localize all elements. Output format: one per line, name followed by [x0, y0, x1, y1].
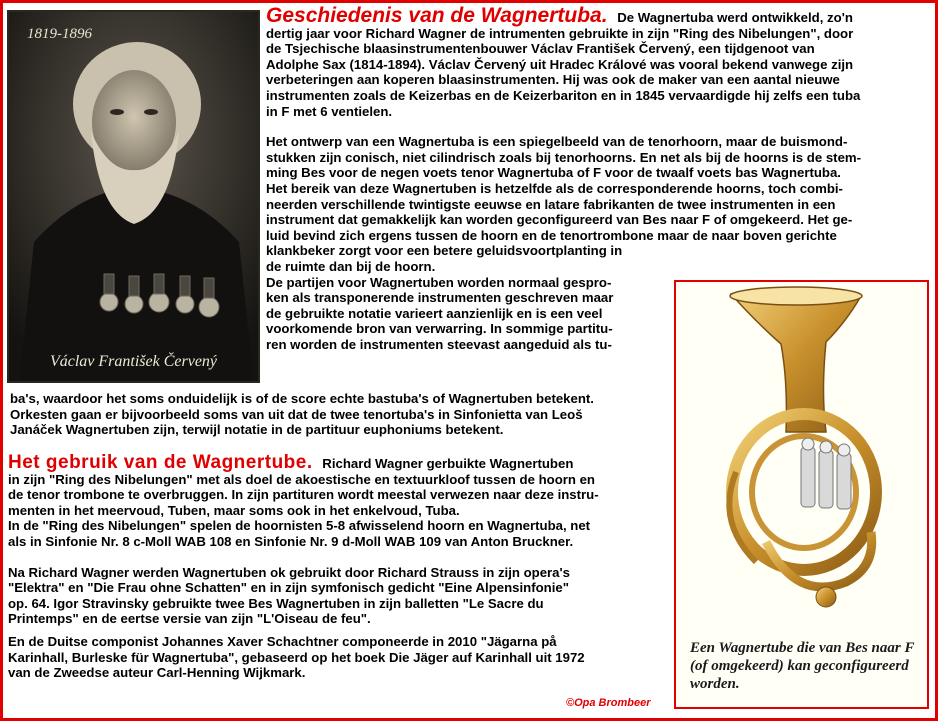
section2-heading: Het gebruik van de Wagnertube.	[8, 452, 313, 473]
section1-heading: Geschiedenis van de Wagnertuba.	[266, 4, 608, 27]
portrait-name: Václav František Červený	[49, 353, 218, 370]
section1-line: stukken zijn conisch, niet cilindrisch zoals bij tenorhoorns. En net als bij de hoorns is de stem-	[266, 149, 862, 165]
portrait-years: 1819-1896	[27, 26, 92, 42]
section2-first-line	[8, 452, 673, 473]
section2-line: menten in het meervoud, Tuben, maar soms ook in het enkelvoud, Tuba.	[8, 502, 460, 518]
section2-line: Na Richard Wagner werden Wagnertuben ok gebruikt door Richard Strauss in zijn opera's	[8, 564, 570, 580]
section2-line: Richard Wagner gerbuikte Wagnertuben	[322, 456, 574, 471]
section1-line: verbeteringen aan koperen blaasinstrumenten. Hij was ook de maker van een aantal nieuwe	[266, 72, 840, 88]
section1-line: ming Bes voor de negen voets tenor Wagnertuba of F voor de twaalf voets bas Wagnertuba.	[266, 165, 841, 181]
section1-line: ren worden de instrumenten steevast aangeduid als tu-	[266, 336, 612, 352]
section1-line: dertig jaar voor Richard Wagner de intrumenten gebruikte in zijn "Ring des Nibelungen", door	[266, 25, 854, 41]
section2-line: als in Sinfonie Nr. 8 c-Moll WAB 108 en Sinfonie Nr. 9 d-Moll WAB 109 van Anton Bruckner.	[8, 533, 574, 549]
section2-line: de tenor trombone te overbruggen. In zijn partituren wordt meestal verwezen naar deze instru-	[8, 487, 599, 503]
section2-line: En de Duitse componist Johannes Xaver Schachtner componeerde in 2010 "Jägarna på	[8, 633, 557, 649]
section1-line: instrumenten zoals de Keizerbas en de Keizerbariton en in 1845 vervaardigde hij zelfs een tuba	[266, 87, 861, 103]
section2-line: op. 64. Igor Stravinsky gebruikte twee Bes Wagnertuben in zijn balletten "Le Sacre du	[8, 595, 544, 611]
section1-line: Het bereik van deze Wagnertuben is hetzelfde als de corresponderende hoorns, toch combi-	[266, 180, 843, 196]
section1-line: neerden verschillende twintigste eeuwse en latare fabrikanten de twee instrumenten in een	[266, 196, 836, 212]
section2-line: In de "Ring des Nibelungen" spelen de hoornisten 5-8 afwisselend hoorn en Wagnertuba, net	[8, 518, 591, 534]
section1-line: instrument dat gemakkelijk kan worden geconfigureerd van Bes naar F of omgekeerd. Het ge-	[266, 212, 853, 228]
section1-line: De partijen voor Wagnertuben worden normaal gespro-	[266, 274, 612, 290]
section1-line: voorkomende bron van verwarring. In sommige partitu-	[266, 321, 613, 337]
section1-line: luid bevind zich ergens tussen de hoorn en de tenortrombone maar de naar boven gerichte	[266, 227, 837, 243]
tuba-photo-box	[674, 280, 929, 709]
section1-line: Het ontwerp van een Wagnertuba is een spiegelbeeld van de tenorhoorn, maar de buismond-	[266, 134, 848, 150]
portrait-photo	[7, 10, 260, 383]
section1-line: in F met 6 ventielen.	[266, 103, 393, 119]
tuba-caption: Een Wagnertube die van Bes naar F (of omgekeerd) kan geconfigureerd worden.	[690, 640, 915, 692]
wagnertuba-image	[676, 282, 927, 632]
section1-line: ba's, waardoor het soms onduidelijk is of de score echte bastuba's of Wagnertuben betekent.	[10, 391, 594, 406]
section1-line: ken als transponerende instrumenten geschreven maar	[266, 290, 614, 306]
section1-line: Janáček Wagnertuben zijn, terwijl notatie in de partituur euphoniums betekent.	[10, 422, 504, 438]
section1-line: de ruimte dan bij de hoorn.	[266, 258, 436, 274]
section2-line: van de Zweedse auteur Carl-Henning Wijkmark.	[8, 665, 306, 681]
section1-line: de Tsjechische blaasinstrumentenbouwer Václav František Červený, een tijdgenoot van	[266, 41, 815, 57]
section1-line: De Wagnertuba werd ontwikkeld, zo'n	[617, 10, 853, 25]
section2-line: Printemps" en de eertse versie van zijn "L'Oiseau de feu".	[8, 611, 371, 627]
section1-line: Adolphe Sax (1814-1894). Václav Červený uit Hradec Králové was vooral bekend vanwege zijn	[266, 56, 854, 72]
section1-line: klankbeker zorgt voor een betere geluidsvoortplanting in	[266, 243, 623, 259]
section2-line: "Elektra" en "Die Frau ohne Schatten" en in zijn symfonisch gedicht "Eine Alpensinfonie"	[8, 580, 569, 596]
section1-first-line	[266, 4, 928, 27]
portrait-image	[9, 12, 260, 383]
section2-line: Karinhall, Burleske für Wagnertuba", gebaseerd op het boek Die Jäger auf Karinhall uit 1972	[8, 649, 585, 665]
section2-line: in zijn "Ring des Nibelungen" met als doel de akoestische en textuurkloof tussen de hoorn en	[8, 471, 595, 487]
section1-continuation	[10, 391, 670, 438]
section1-line: de gebruikte notatie varieert aanzienlijk en is een veel	[266, 305, 603, 321]
copyright: ©Opa Brombeer	[566, 697, 651, 709]
section1-line: Orkesten gaan er bijvoorbeeld soms van uit dat de twee tenortuba's in Sinfonietta van Leoš	[10, 406, 583, 422]
section2	[8, 452, 673, 681]
